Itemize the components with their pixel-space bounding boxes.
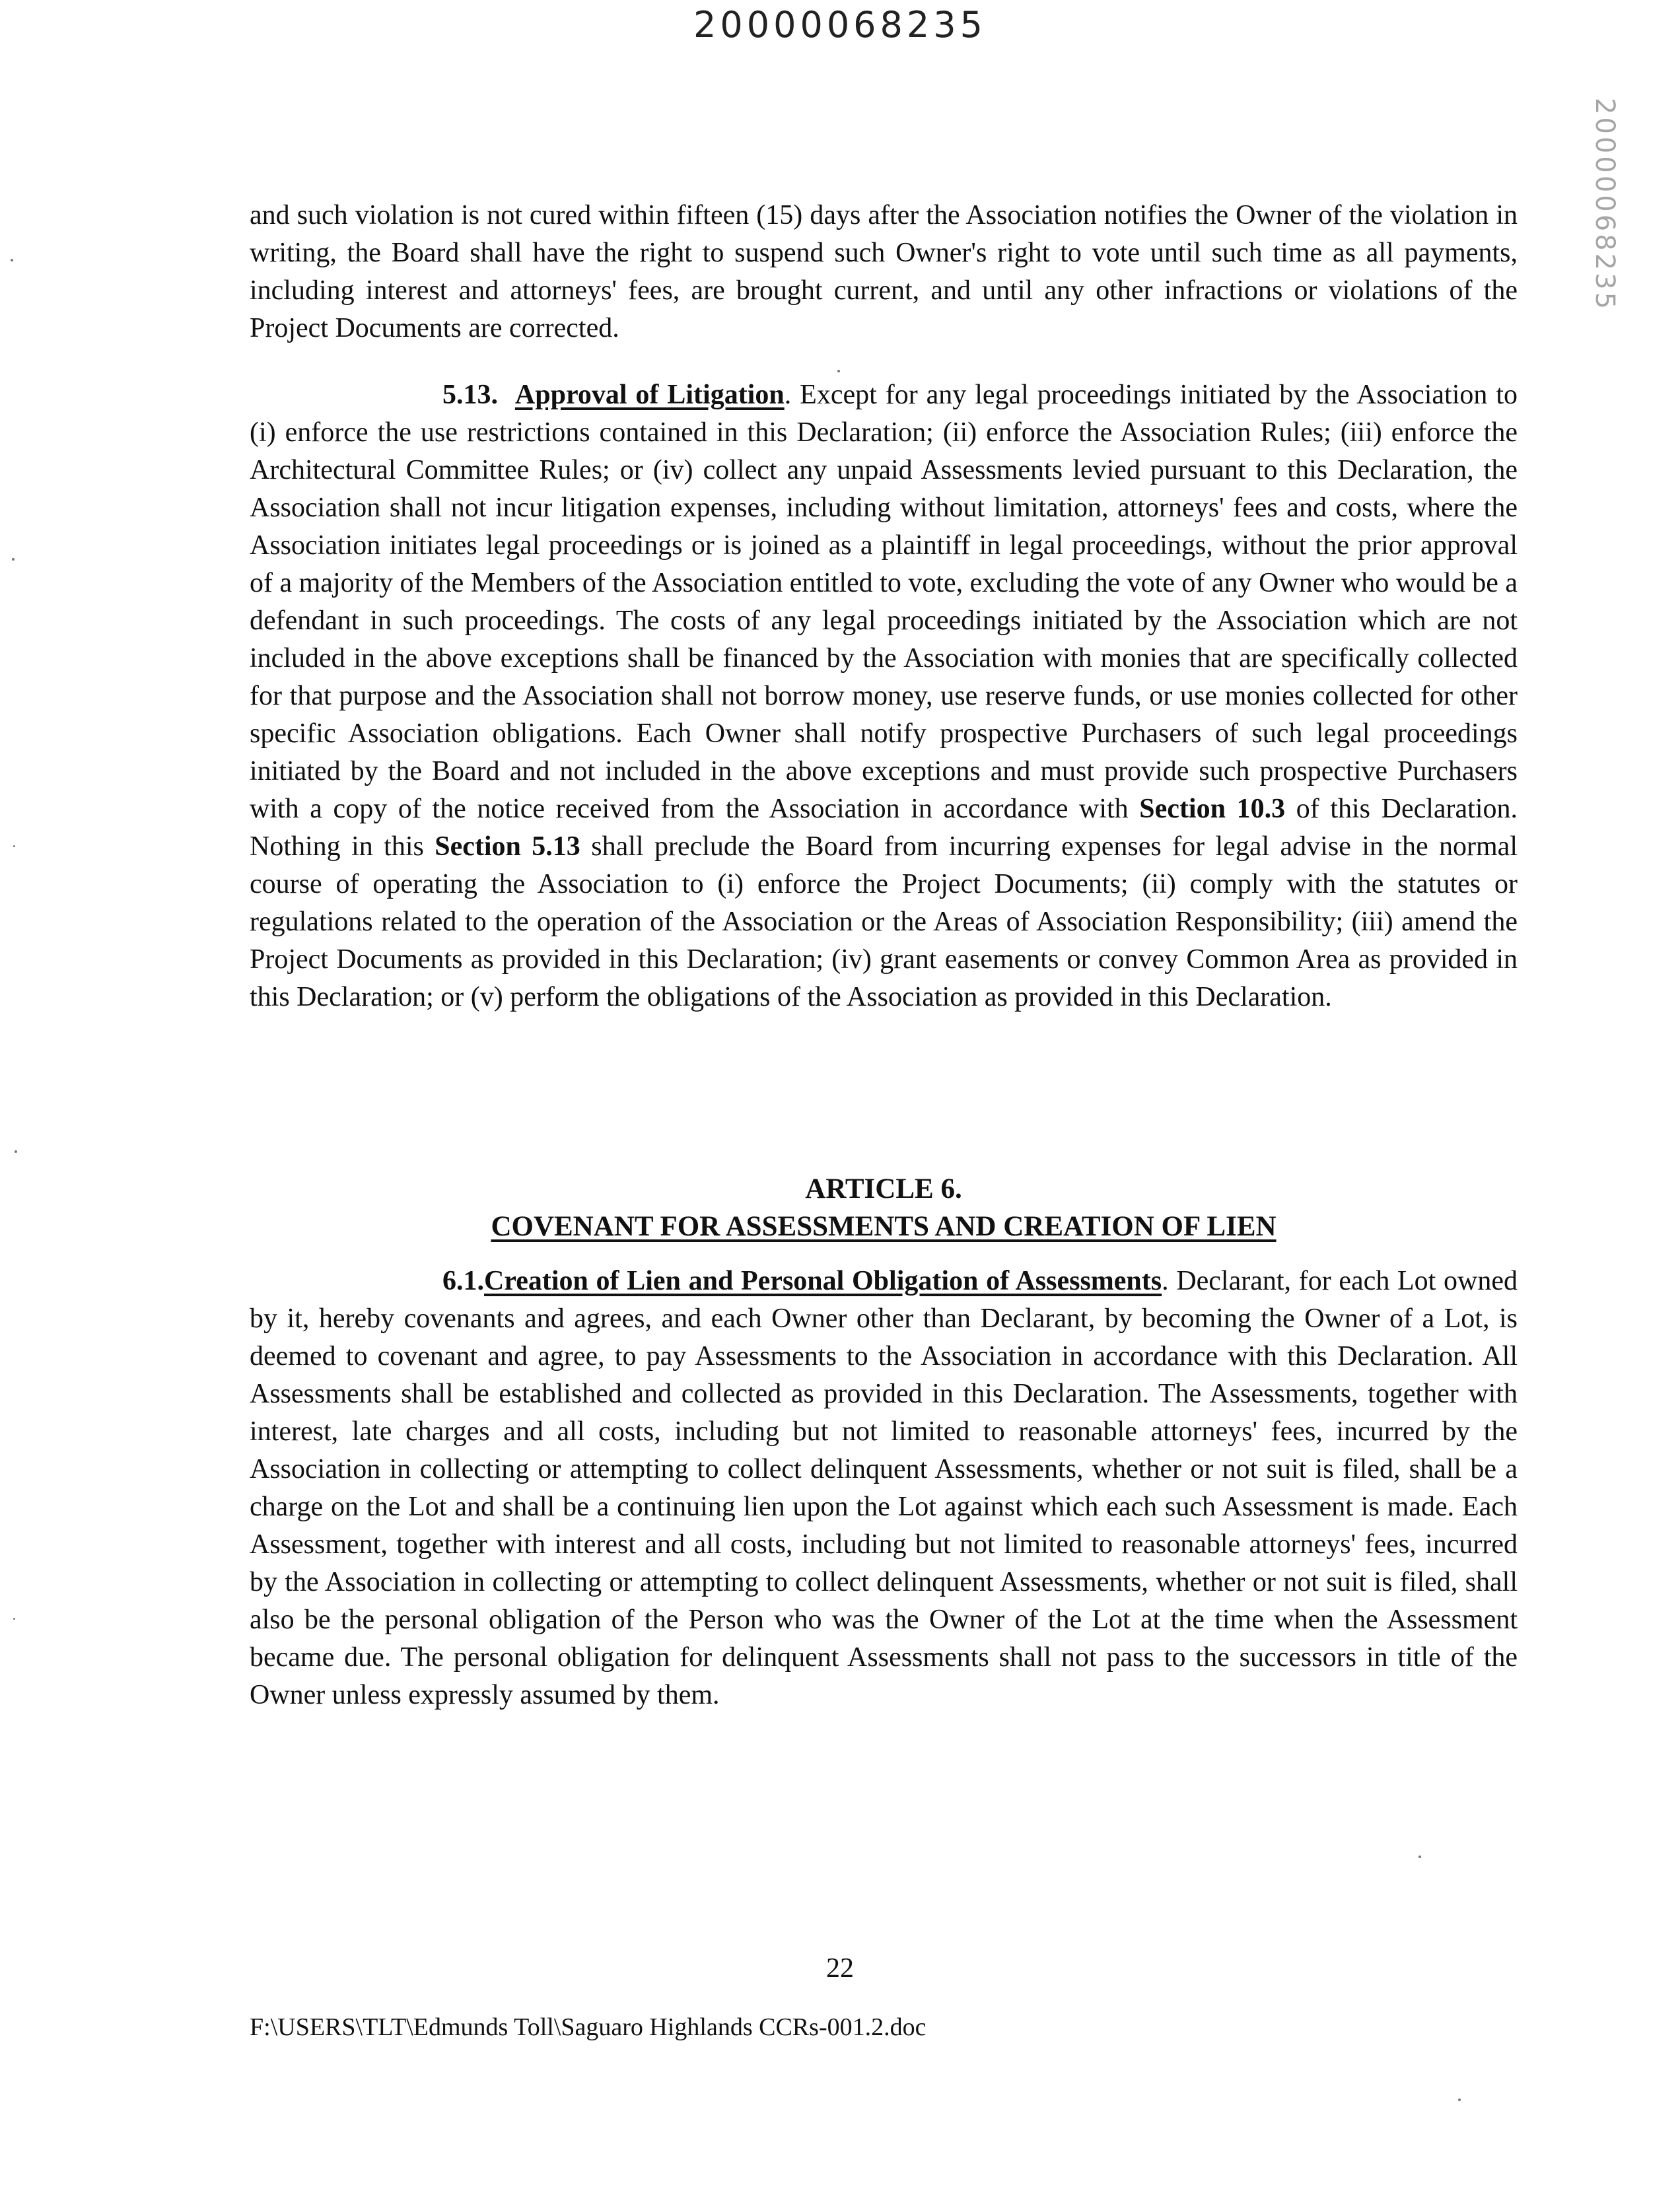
scan-speck (1458, 2099, 1461, 2101)
scan-speck (13, 845, 15, 847)
section-5-13-title: Approval of Litigation (514, 380, 785, 410)
section-5-13 (250, 376, 1518, 1016)
article-6-label: ARTICLE 6. (805, 1173, 962, 1204)
section-5-13-paragraph (250, 376, 1518, 1016)
section-6-1-text: . Declarant, for each Lot owned by it, hereby covenants and agrees, and each Owner other than Declarant, by becoming the Owner of a Lot, is deemed to covenant and agree, to pay Assessments to the Association in accordance with this Declaration. All Assessments shall be established and collected as provided in this Declaration. The Assessments, together with interest, late charges and all costs, including but not limited to reasonable attorneys' fees, incurred by the Association in collecting or attempting to collect delinquent Assessments, whether or not suit is filed, shall be a charge on the Lot and shall be a continuing lien upon the Lot against which each such Assessment is made. Each Assessment, together with interest and all costs, including but not limited to reasonable attorneys' fees, incurred by the Association in collecting or attempting to collect delinquent Assessments, whether or not suit is filed, shall also be the personal obligation of the Person who was the Owner of the Lot at the time when the Assessment became due. The personal obligation for delinquent Assessments shall not pass to the successors in title of the Owner unless expressly assumed by them. (250, 1266, 1518, 1710)
section-6-1-title: Creation of Lien and Personal Obligation of Assessments (484, 1266, 1162, 1296)
side-stamp (1585, 98, 1625, 312)
scan-speck (15, 1150, 17, 1153)
section-5-13-number: 5.13. (442, 380, 498, 410)
scan-speck (11, 259, 13, 261)
scan-speck (13, 1618, 15, 1620)
document-number-header: 20000068235 (693, 4, 987, 46)
section-6-1 (250, 1263, 1518, 1714)
scan-speck (837, 370, 840, 372)
section-6-1-number: 6.1. (442, 1266, 484, 1296)
scan-speck (12, 558, 15, 561)
scan-speck (1418, 1856, 1421, 1858)
article-6-heading (250, 1170, 1518, 1245)
article-6-title: COVENANT FOR ASSESSMENTS AND CREATION OF LIEN (491, 1211, 1277, 1242)
section-5-13-ref-1: Section 10.3 (1139, 794, 1286, 824)
paragraph-intro (250, 197, 1518, 347)
page-number: 22 (826, 1953, 854, 1984)
section-6-1-paragraph (250, 1263, 1518, 1714)
paragraph-intro-text: and such violation is not cured within fifteen (15) days after the Association notifies the Owner of the violation in writing, the Board shall have the right to suspend such Owner's right to vote until such time as all payments, including interest and attorneys' fees, are brought current, and until any other infractions or violations of the Project Documents are corrected. (250, 200, 1518, 343)
side-stamp-text: 20000068235 (1590, 98, 1620, 312)
section-5-13-text-3: shall preclude the Board from incurring expenses for legal advise in the normal course of operating the Association to (i) enforce the Project Documents; (ii) comply with the statutes or regulations related to the operation of the Association or the Areas of Association Responsibility; (iii) amend the Project Documents as provided in this Declaration; (iv) grant easements or convey Common Area as provided in this Declaration; or (v) perform the obligations of the Association as provided in this Declaration. (250, 831, 1518, 1012)
footer-file-path: F:\USERS\TLT\Edmunds Toll\Saguaro Highlands CCRs-001.2.doc (250, 2013, 927, 2041)
section-5-13-ref-2: Section 5.13 (435, 831, 580, 862)
section-5-13-text-1: . Except for any legal proceedings initiated by the Association to (i) enforce the use restrictions contained in this Declaration; (ii) enforce the Association Rules; (iii) enforce the Architectural Committee Rules; or (iv) collect any unpaid Assessments levied pursuant to this Declaration, the Association shall not incur litigation expenses, including without limitation, attorneys' fees and costs, where the Association initiates legal proceedings or is joined as a plaintiff in legal proceedings, without the prior approval of a majority of the Members of the Association entitled to vote, excluding the vote of any Owner who would be a defendant in such proceedings. The costs of any legal proceedings initiated by the Association which are not included in the above exceptions shall be financed by the Association with monies that are specifically collected for that purpose and the Association shall not borrow money, use reserve funds, or use monies collected for other specific Association obligations. Each Owner shall notify prospective Purchasers of such legal proceedings initiated by the Board and not included in the above exceptions and must provide such prospective Purchasers with a copy of the notice received from the Association in accordance with (250, 380, 1518, 824)
section-5-13-text-2: of this Declaration. Nothing in this (250, 794, 1518, 862)
